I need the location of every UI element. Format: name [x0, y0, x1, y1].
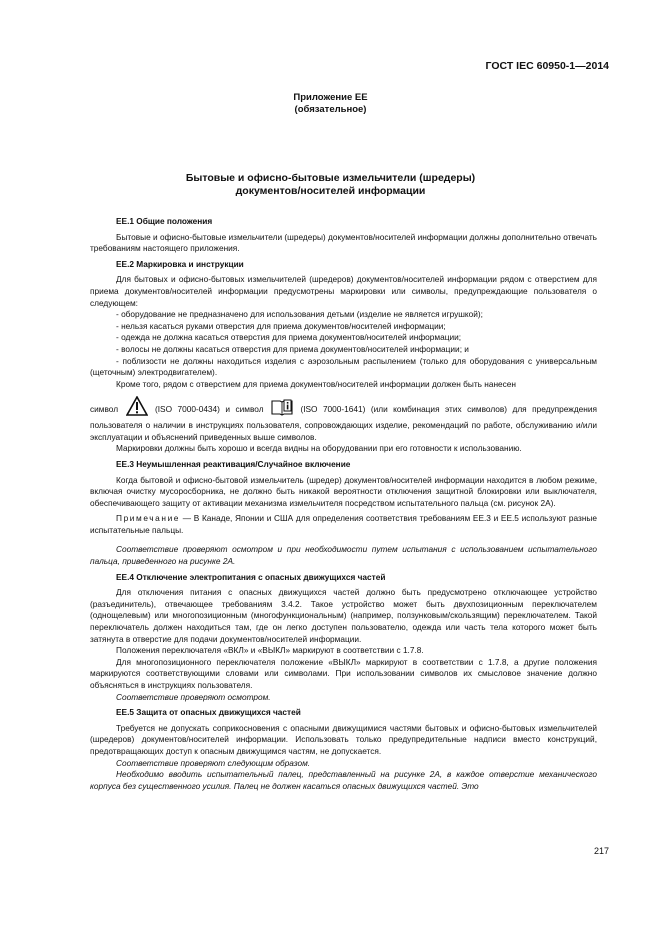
paragraph: Для отключения питания с опасных движущихся частей должно быть предусмотрено отключающее устройство (разъединитель), отвечающее требованиям 3.4.2. Такое устройство может быть двухпозиционным переключателем (однощелевым) или многопозиционным (многофункциональным) (например, ползунковым/скользящим) переключателем. Такой переключатель должен находиться там, где он легко доступен пользователю, одежда или часть тела которого может быть затянута в отверстие для подачи документов/носителей информации. [90, 587, 597, 644]
paragraph: Кроме того, рядом с отверстием для приема документов/носителей информации должен быть нанесен [116, 378, 517, 389]
paragraph: Маркировки должны быть хорошо и всегда видны на оборудовании при его готовности к использованию. [116, 443, 522, 454]
compliance-statement: Соответствие проверяют осмотром и при необходимости путем испытания с использованием испытательного пальца, приведенного на рисунке 2А. [90, 544, 597, 567]
symbols-paragraph [90, 396, 597, 443]
note-text: — В Канаде, Японии и США для определения соответствия требованиям ЕЕ.3 и ЕЕ.5 используют разные испытательные пальцы. [90, 513, 597, 535]
document-standard-header: ГОСТ IEC 60950-1—2014 [485, 60, 609, 72]
section-ee3-heading: ЕЕ.3 Неумышленная реактивация/Случайное включение [116, 458, 351, 469]
symbol-reference-1: (ISO 7000-0434) и символ [154, 404, 264, 415]
list-item: - поблизости не должны находиться изделия с аэрозольным распылением (только для оборудования с универсальным (щеточным) электродвигателем). [90, 355, 597, 378]
document-title-line-1: Бытовые и офисно-бытовые измельчители (шредеры) [185, 172, 476, 184]
section-ee4-heading: ЕЕ.4 Отключение электропитания с опасных движущихся частей [116, 571, 386, 582]
symbol-word: символ [90, 404, 119, 415]
paragraph: Когда бытовой и офисно-бытовой измельчитель (шредер) документов/носителей информации находится в любом режиме, включая очистку мусоросборника, не должно быть никакой вероятности отключения защитной блокировки или выключателя, обеспечивающего защиту от активации механизма измельчителя посредством испытательного пальца (см. рисунок 2А). [90, 474, 597, 508]
paragraph: Требуется не допускать соприкосновения с опасными движущимися частями бытовых и офисно-бытовых измельчителей (шредеров) документов/носителей информации. Использовать только предупредительные надписи вместо конструкций, предотвращающих доступ к опасным движущимся частям, не допускается. [90, 722, 597, 756]
compliance-statement: Соответствие проверяют следующим образом. [116, 757, 311, 768]
paragraph: Бытовые и офисно-бытовые измельчители (шредеры) документов/носителей информации должны дополнительно отвечать требованиям настоящего приложения. [90, 231, 597, 254]
section-ee5-heading: ЕЕ.5 Защита от опасных движущихся частей [116, 707, 301, 718]
manual-book-icon [271, 398, 293, 419]
warning-triangle-icon [126, 396, 148, 419]
list-item: - нельзя касаться руками отверстия для приема документов/носителей информации; [116, 320, 446, 331]
note-label: Примечание [116, 513, 181, 524]
paragraph: Положения переключателя «ВКЛ» и «ВЫКЛ» маркируют в соответствии с 1.7.8. [116, 645, 424, 656]
list-item: - одежда не должна касаться отверстия для приема документов/носителей информации; [116, 332, 462, 343]
section-ee2-heading: ЕЕ.2 Маркировка и инструкции [116, 258, 244, 269]
annex-heading [0, 92, 661, 116]
test-procedure-paragraph: Необходимо вводить испытательный палец, представленный на рисунке 2А, в каждое отверстие механического корпуса без существенного усилия. Палец не должен касаться опасных движущихся частей. Это [90, 769, 597, 791]
symbol-reference-2: (ISO 7000-1641) (или комбинация этих символов) для предупреждения пользователя о наличии в инструкциях пользователя, сопровождающих изделие, рекомендаций по работе, обслуживанию и/или эксплуатации и объяснений приведенных выше символов. [90, 404, 597, 443]
annex-subtitle: (обязательное) [294, 104, 367, 115]
annex-title: Приложение ЕЕ [293, 92, 368, 103]
document-title-line-2: документов/носителей информации [235, 185, 426, 197]
page-number: 217 [593, 846, 609, 856]
list-item: - оборудование не предназначено для использования детьми (изделие не является игрушкой); [116, 309, 483, 320]
section-ee1-heading: ЕЕ.1 Общие положения [116, 216, 213, 226]
compliance-statement: Соответствие проверяют осмотром. [116, 691, 271, 702]
list-item: - волосы не должны касаться отверстия для приема документов/носителей информации; и [116, 343, 469, 354]
note [90, 513, 597, 536]
paragraph: Для многопозиционного переключателя положение «ВЫКЛ» маркируют в соответствии с 1.7.8, а другие положения маркируются соответствующими словами или символами. При использовании символов их смысловое значение должно объясняться в инструкциях пользователя. [90, 656, 597, 690]
paragraph: Для бытовых и офисно-бытовых измельчителей (шредеров) документов/носителей информации рядом с отверстием для приема документов/носителей информации предусмотрены маркировки или символы, предупреждающие пользователя о следующем: [90, 274, 597, 308]
document-body [90, 213, 597, 792]
document-title [0, 172, 661, 198]
